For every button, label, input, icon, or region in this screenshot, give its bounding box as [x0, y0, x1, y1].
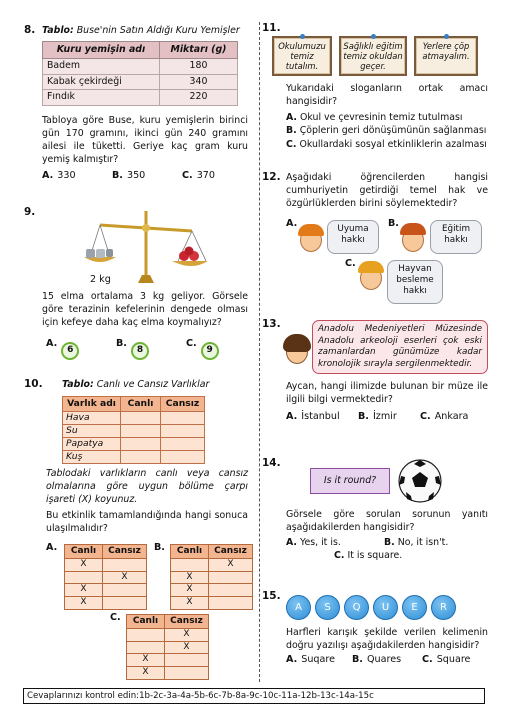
option-c[interactable]: C. 370 — [182, 170, 215, 181]
table-row — [127, 641, 209, 654]
table-cell: Su — [63, 425, 121, 438]
q12-question-text: Aşağıdaki öğrencilerden hangisi cumhuriyetin getirdiği temel hak ve özgürlüklerden birini söylemektedir? — [286, 172, 488, 209]
table-cell: Papatya — [63, 438, 121, 451]
table-row — [127, 667, 209, 680]
option-c[interactable]: C. It is square. — [334, 550, 403, 562]
letter-circle: E — [402, 595, 427, 620]
table-cell: Kuş — [63, 451, 121, 464]
table-cell: 180 — [159, 59, 237, 75]
hair-icon — [358, 261, 384, 273]
speech-bubble[interactable]: Eğitim hakkı — [430, 220, 482, 254]
option-a[interactable]: A. 330 — [42, 170, 76, 181]
pin-icon — [300, 34, 305, 39]
option-circle: 6 — [61, 342, 79, 360]
q15-question-text: Harfleri karışık şekilde verilen kelimenin doğru yazılışı aşağıdakilerden hangisidir? — [286, 627, 488, 651]
scrambled-letters — [286, 595, 460, 620]
option-a[interactable]: A. 6 — [46, 338, 116, 360]
x-mark-cell: X — [127, 667, 165, 680]
option-c[interactable]: C. Ankara — [420, 411, 469, 422]
speech-bubble[interactable]: Hayvan besleme hakkı — [387, 260, 443, 304]
x-mark-cell: X — [65, 584, 103, 597]
table-row — [127, 654, 209, 667]
table-cell: 340 — [159, 74, 237, 90]
empty-cell — [209, 571, 253, 584]
x-mark-cell: X — [209, 559, 253, 572]
empty-cell — [209, 584, 253, 597]
option-b[interactable]: B. İzmir — [358, 411, 397, 422]
q15-options — [286, 654, 488, 666]
option-b[interactable]: B. 350 — [112, 170, 146, 181]
option-b[interactable]: B. Quares — [352, 654, 402, 665]
question-number: 12. — [262, 171, 281, 183]
table-row — [63, 412, 205, 425]
option-c-label[interactable]: C. — [345, 258, 356, 269]
q14-question-text: Görsele göre sorulan sorunun yanıtı aşağıdakilerden hangisidir? — [286, 509, 488, 533]
caption-text: Canlı ve Cansız Varlıklar — [96, 379, 210, 390]
pin-icon — [444, 34, 449, 39]
hair-icon — [298, 224, 324, 236]
question-number: 8. — [24, 24, 36, 36]
table-header: Cansız — [161, 397, 205, 412]
q8-options — [42, 170, 242, 182]
table-row — [63, 425, 205, 438]
letter-circle: S — [315, 595, 340, 620]
speech-bubble[interactable]: Uyuma hakkı — [327, 220, 379, 254]
slogan-sign — [339, 36, 407, 76]
option-a[interactable]: A. İstanbul — [286, 411, 340, 422]
x-mark-cell: X — [165, 641, 209, 654]
letter-circle: U — [373, 595, 398, 620]
x-mark-cell: X — [103, 571, 147, 584]
answer-key: Cevaplarınızı kontrol edin:1b-2c-3a-4a-5b-6c-7b-8a-9c-10c-11a-12b-13c-14a-15c — [23, 688, 485, 704]
slogan-text: Yerlere çöp atmayalım. — [422, 41, 470, 61]
q14-options — [286, 536, 486, 563]
table-header: Canlı — [65, 545, 103, 559]
soccer-ball-icon — [397, 458, 443, 504]
table-row — [65, 571, 147, 584]
x-mark-cell: X — [171, 584, 209, 597]
table-row — [171, 559, 253, 572]
table-row — [171, 597, 253, 610]
option-circle: 8 — [131, 342, 149, 360]
x-mark-cell: X — [171, 597, 209, 610]
weight-label: 2 kg — [90, 274, 111, 285]
slogan-text: Sağlıklı eğitim temiz okuldan geçer. — [343, 41, 403, 71]
letter-circle: R — [431, 595, 456, 620]
empty-cell[interactable] — [121, 412, 161, 425]
table-row — [63, 451, 205, 464]
slogan-sign — [272, 36, 332, 76]
option-c[interactable]: C. 9 — [186, 338, 219, 360]
x-mark-cell: X — [171, 571, 209, 584]
empty-cell — [103, 584, 147, 597]
slogan-sign — [414, 36, 478, 76]
empty-cell — [171, 559, 209, 572]
option-b[interactable]: B. 8 — [116, 338, 186, 360]
quote-box: Anadolu Medeniyetleri Müzesinde Anadolu arkeoloji eserleri çok eski zamanlardan günümüze kadar kronolojik sırayla sergilenmektedir. — [312, 320, 488, 374]
table-cell: Badem — [43, 59, 160, 75]
table-cell: 220 — [159, 90, 237, 106]
q10-instruction: Tablodaki varlıkların canlı veya cansız olmalarına göre uygun bölüme çarpı işareti (X) koyunuz. — [46, 468, 248, 505]
option-a-label[interactable]: A. — [286, 218, 298, 229]
option-a-table-wrap — [64, 544, 147, 610]
question-number: 9. — [24, 206, 36, 218]
table-row — [65, 559, 147, 572]
empty-cell — [103, 559, 147, 572]
table-row — [43, 90, 238, 106]
table-row — [65, 584, 147, 597]
option-c-table-wrap — [126, 614, 209, 680]
table-row — [65, 597, 147, 610]
table-row — [43, 59, 238, 75]
question-number: 10. — [24, 378, 43, 390]
q11-options — [286, 111, 490, 151]
option-a[interactable]: A. Suqare — [286, 654, 336, 665]
empty-cell — [165, 667, 209, 680]
option-circle: 9 — [201, 342, 219, 360]
empty-cell[interactable] — [161, 438, 205, 451]
caption-text: Buse'nin Satın Aldığı Kuru Yemişler — [76, 25, 240, 36]
table-header: Miktarı (g) — [159, 42, 237, 59]
table-row — [171, 571, 253, 584]
option-b-label[interactable]: B. — [388, 218, 399, 229]
empty-cell — [127, 641, 165, 654]
empty-cell[interactable] — [121, 438, 161, 451]
q13-options — [286, 411, 488, 423]
table-row — [171, 584, 253, 597]
question-number: 11. — [262, 22, 281, 34]
q10-table — [62, 396, 205, 464]
option-b-table-wrap — [170, 544, 253, 610]
option-c-label[interactable]: C. — [110, 612, 121, 623]
caption-label: Tablo: — [42, 25, 74, 36]
table-cell: Kabak çekirdeği — [43, 74, 160, 90]
table-header: Cansız — [165, 615, 209, 629]
empty-cell[interactable] — [161, 451, 205, 464]
q8-table-caption — [42, 25, 252, 37]
q10-table-wrap — [62, 396, 205, 464]
empty-cell — [127, 629, 165, 642]
table-header: Canlı — [121, 397, 161, 412]
empty-cell — [165, 654, 209, 667]
option-a-label[interactable]: A. — [46, 542, 58, 553]
option-b[interactable]: B. Çöplerin geri dönüşümünün sağlanması — [286, 125, 487, 137]
empty-cell[interactable] — [161, 412, 205, 425]
table-header: Kuru yemişin adı — [43, 42, 160, 59]
option-c[interactable]: C. Square — [422, 654, 471, 665]
q8-question-text: Tabloya göre Buse, kuru yemişlerin birinci gün 170 gramını, ikinci gün 240 gramını ailesi ile tüketti. Geriye kaç gram kuru yemiş kalmıştır? — [42, 115, 248, 165]
column-divider — [259, 22, 260, 682]
table-row — [43, 74, 238, 90]
question-number: 15. — [262, 590, 281, 602]
table-header: Cansız — [103, 545, 147, 559]
q13-question-text: Aycan, hangi ilimizde bulunan bir müze ile ilgili bilgi vermektedir? — [286, 381, 488, 405]
q11-question-text: Yukarıdaki sloganların ortak amacı hangisidir? — [286, 83, 488, 107]
q8-table-wrap — [42, 41, 238, 106]
question-number: 13. — [262, 318, 281, 330]
option-b[interactable]: B. No, it isn't. — [384, 537, 449, 548]
table-cell: Fındık — [43, 90, 160, 106]
speech-bubble: Is it round? — [310, 468, 390, 494]
option-c-table[interactable] — [126, 614, 209, 680]
q8-table — [42, 41, 238, 106]
option-b-table[interactable] — [170, 544, 253, 610]
option-c[interactable]: C. Okullardaki sosyal etkinliklerin azalması — [286, 138, 487, 150]
letter-circle: Q — [344, 595, 369, 620]
option-a[interactable]: A. Okul ve çevresinin temiz tutulması — [286, 112, 463, 123]
table-header: Cansız — [209, 545, 253, 559]
option-a[interactable]: A. Yes, it is. — [286, 537, 341, 548]
table-header: Canlı — [127, 615, 165, 629]
x-mark-cell: X — [165, 629, 209, 642]
q9-question-text: 15 elma ortalama 3 kg geliyor. Görsele göre terazinin kefelerinin dengede olması için kefeye daha kaç elma koymalıyız? — [42, 291, 248, 328]
pin-icon — [371, 34, 376, 39]
table-row — [63, 438, 205, 451]
x-mark-cell: X — [65, 559, 103, 572]
table-header: Canlı — [171, 545, 209, 559]
hair-icon — [283, 334, 311, 352]
letter-circle: A — [286, 595, 311, 620]
x-mark-cell: X — [65, 597, 103, 610]
empty-cell[interactable] — [121, 425, 161, 438]
question-number: 14. — [262, 457, 281, 469]
q9-options — [46, 338, 246, 360]
option-b-label[interactable]: B. — [154, 542, 165, 553]
q10-table-caption — [62, 379, 209, 391]
empty-cell[interactable] — [121, 451, 161, 464]
empty-cell — [103, 597, 147, 610]
x-mark-cell: X — [127, 654, 165, 667]
table-header: Varlık adı — [63, 397, 121, 412]
hair-icon — [400, 223, 426, 235]
empty-cell — [65, 571, 103, 584]
table-cell: Hava — [63, 412, 121, 425]
q10-question-text: Bu etkinlik tamamlandığında hangi sonuca ulaşılmalıdır? — [46, 510, 248, 534]
empty-cell[interactable] — [161, 425, 205, 438]
option-a-table[interactable] — [64, 544, 147, 610]
table-row — [127, 629, 209, 642]
slogan-text: Okulumuzu temiz tutalım. — [278, 41, 326, 71]
empty-cell — [209, 597, 253, 610]
caption-label: Tablo: — [62, 379, 94, 390]
